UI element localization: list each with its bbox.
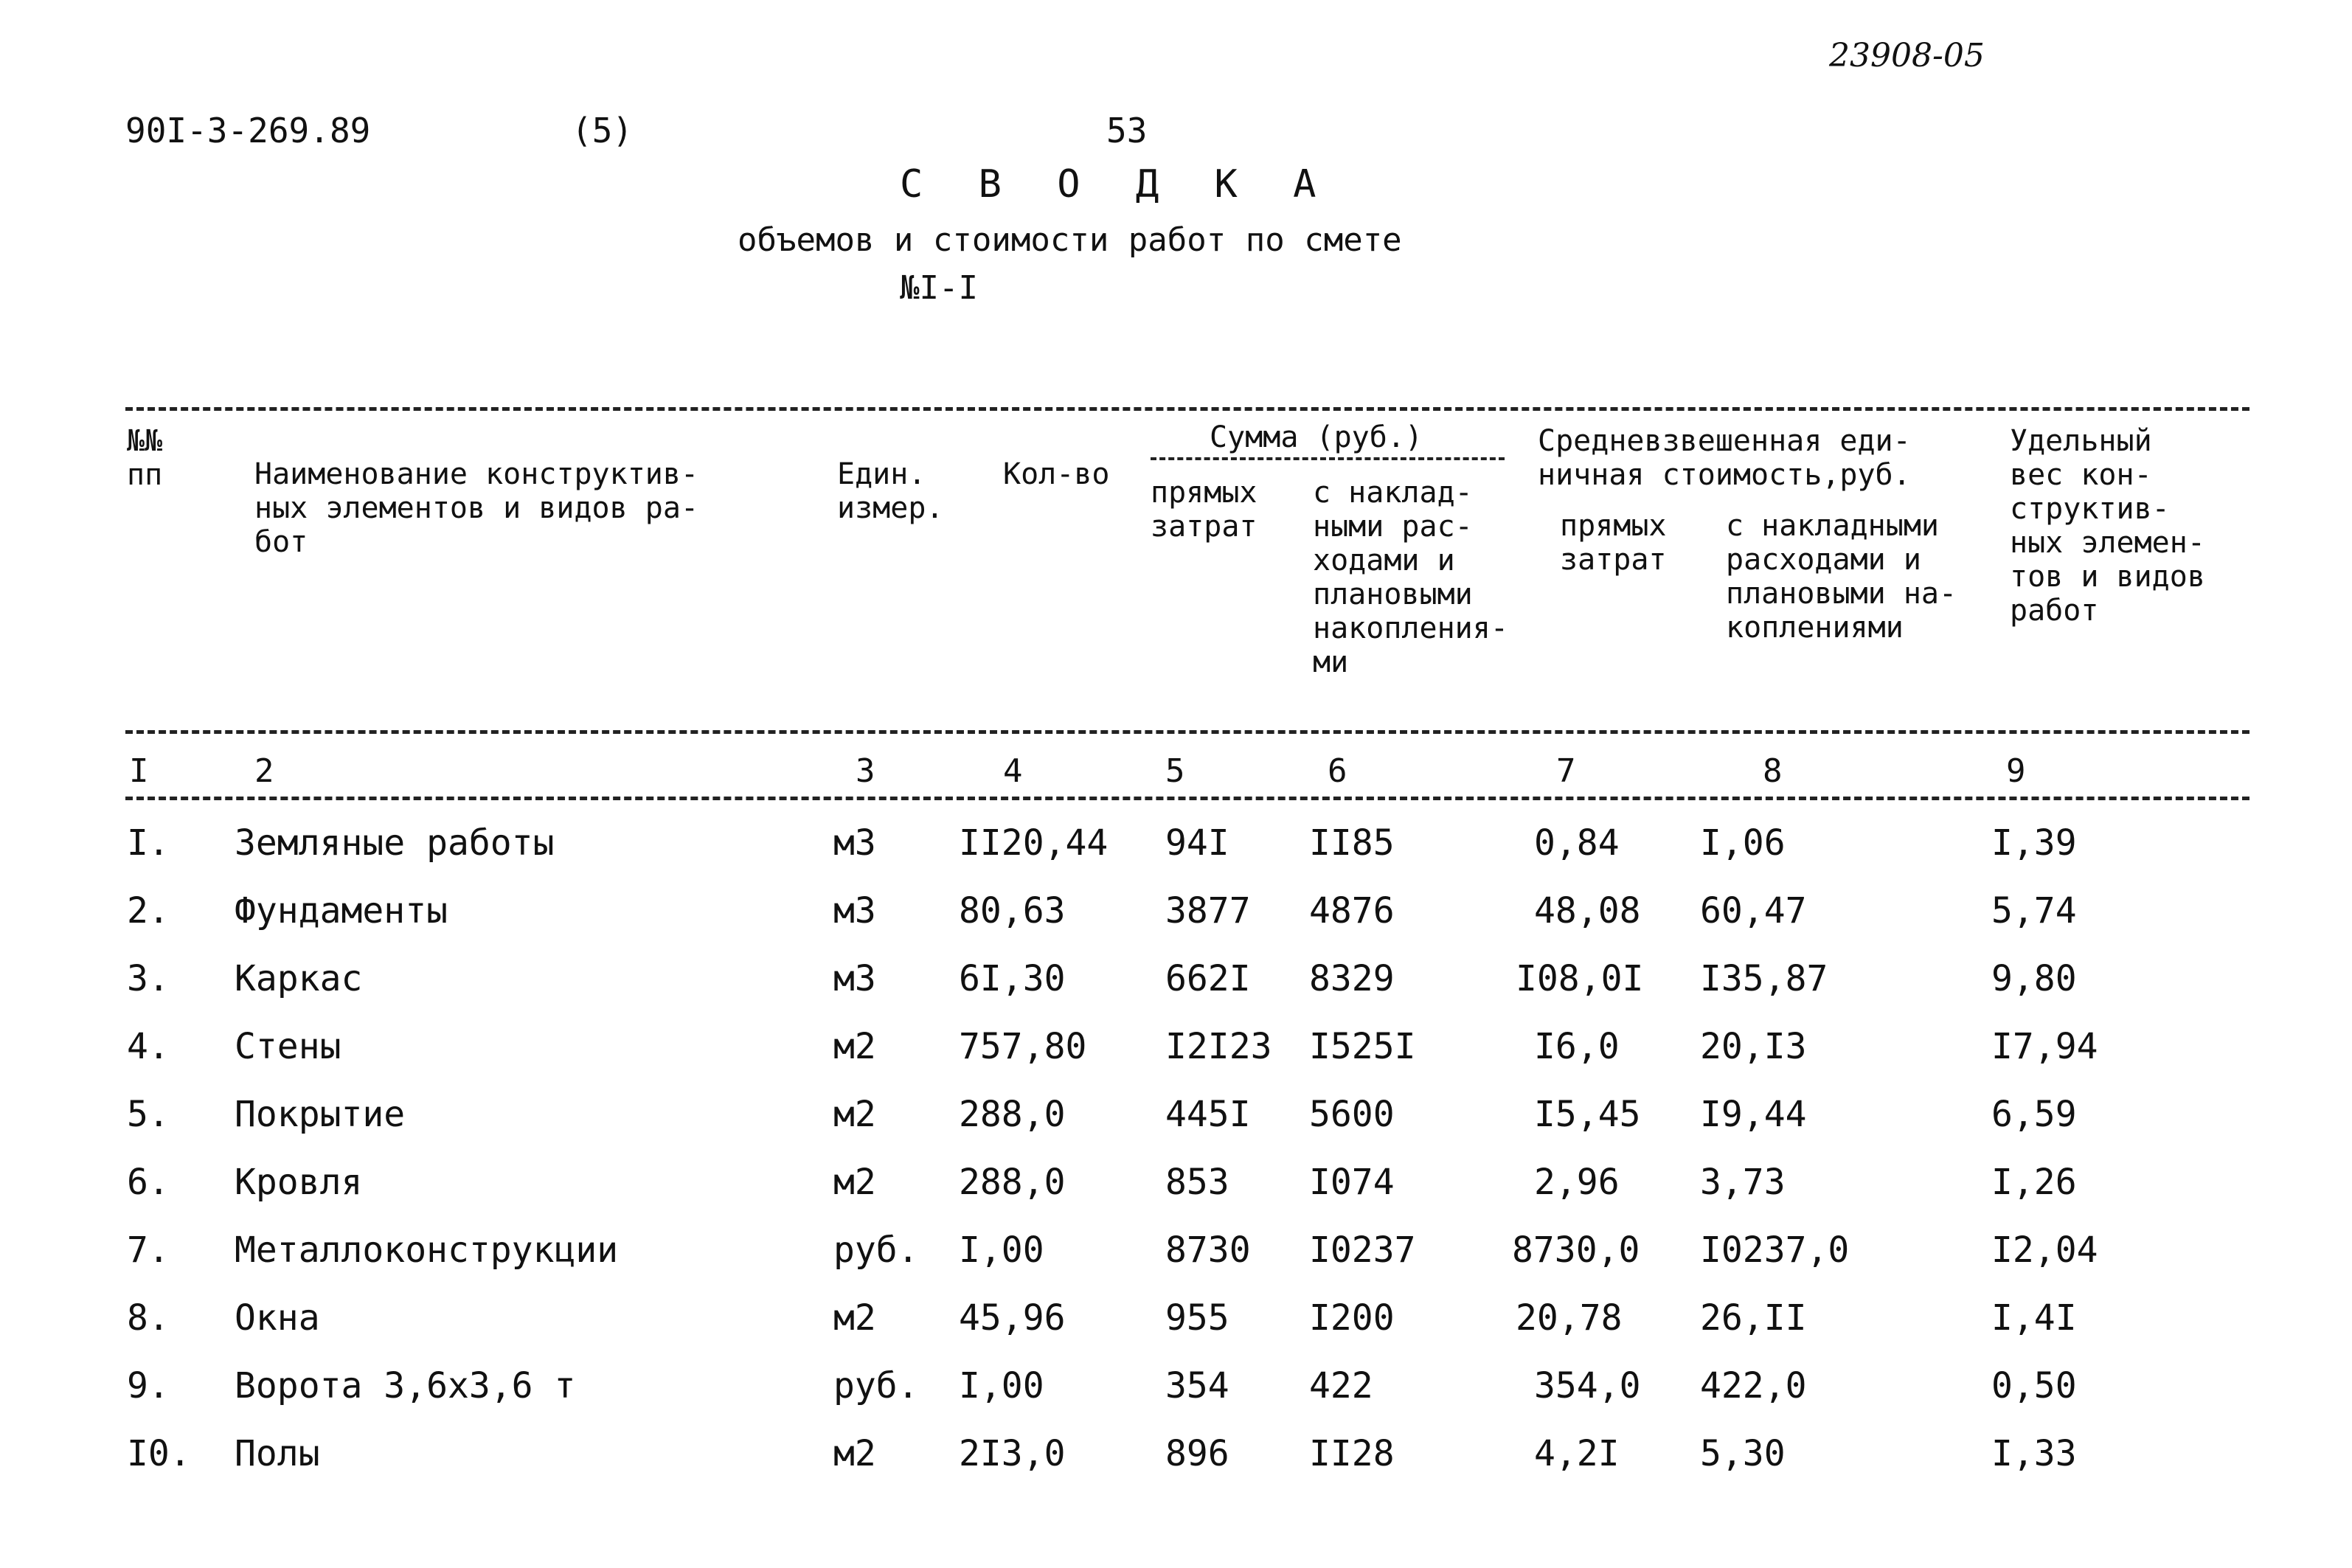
row-share: I2,04 — [1991, 1229, 2098, 1271]
row-unit: м2 — [833, 1162, 876, 1203]
row-direct-cost: 955 — [1165, 1297, 1229, 1339]
row-quantity: 288,0 — [959, 1162, 1066, 1203]
column-number: 8 — [1763, 752, 1783, 790]
table-row — [0, 1433, 2352, 1492]
table-row — [0, 1162, 2352, 1221]
row-name: Покрытие — [235, 1094, 406, 1135]
table-row — [0, 1094, 2352, 1153]
row-share: 5,74 — [1991, 890, 2077, 932]
column-number: 5 — [1165, 752, 1185, 790]
table-row — [0, 822, 2352, 881]
row-avg-direct: 20,78 — [1516, 1297, 1623, 1339]
row-number: 7. — [127, 1229, 170, 1271]
row-quantity: 80,63 — [959, 890, 1066, 932]
row-name: Фундаменты — [235, 890, 448, 932]
row-overhead-cost: 422 — [1309, 1365, 1373, 1406]
row-quantity: 2I3,0 — [959, 1433, 1066, 1474]
table-row — [0, 1297, 2352, 1356]
row-number: I. — [127, 822, 170, 864]
row-name: Кровля — [235, 1162, 363, 1203]
row-unit: м2 — [833, 1297, 876, 1339]
row-avg-direct: 8730,0 — [1512, 1229, 1640, 1271]
row-avg-overhead: 20,I3 — [1700, 1026, 1807, 1067]
row-avg-overhead: 3,73 — [1700, 1162, 1786, 1203]
row-avg-overhead: I35,87 — [1700, 958, 1828, 999]
row-avg-overhead: 422,0 — [1700, 1365, 1807, 1406]
row-unit: руб. — [833, 1229, 919, 1271]
row-number: 9. — [127, 1365, 170, 1406]
document-part: (5) — [572, 111, 634, 150]
row-direct-cost: 3877 — [1165, 890, 1251, 932]
row-share: I,33 — [1991, 1433, 2077, 1474]
estimate-number: №I-I — [900, 269, 978, 307]
row-unit: руб. — [833, 1365, 919, 1406]
row-unit: м2 — [833, 1026, 876, 1067]
row-direct-cost: 662I — [1165, 958, 1251, 999]
header-col-number: №№ пп — [127, 424, 163, 492]
row-share: 9,80 — [1991, 958, 2077, 999]
row-unit: м2 — [833, 1433, 876, 1474]
row-unit: м3 — [833, 890, 876, 932]
row-direct-cost: I2I23 — [1165, 1026, 1272, 1067]
table-header-rule — [125, 730, 2249, 734]
row-direct-cost: 8730 — [1165, 1229, 1251, 1271]
row-overhead-cost: II85 — [1309, 822, 1395, 864]
row-overhead-cost: 5600 — [1309, 1094, 1395, 1135]
row-direct-cost: 853 — [1165, 1162, 1229, 1203]
row-quantity: II20,44 — [959, 822, 1109, 864]
row-name: Полы — [235, 1433, 320, 1474]
row-avg-direct: I6,0 — [1534, 1026, 1620, 1067]
document-code: 90I-3-269.89 — [125, 111, 371, 150]
header-col-share: Удельный вес кон- структив- ных элемен- тов и видов работ — [2010, 424, 2205, 628]
row-share: 6,59 — [1991, 1094, 2077, 1135]
row-direct-cost: 896 — [1165, 1433, 1229, 1474]
header-group-average: Средневзвешенная еди- ничная стоимость,руб. — [1538, 424, 1911, 492]
row-name: Металлоконструкции — [235, 1229, 619, 1271]
row-name: Окна — [235, 1297, 320, 1339]
column-number: 6 — [1328, 752, 1347, 790]
row-direct-cost: 94I — [1165, 822, 1229, 864]
row-overhead-cost: 4876 — [1309, 890, 1395, 932]
row-number: I0. — [127, 1433, 191, 1474]
column-number: 9 — [2006, 752, 2026, 790]
row-avg-overhead: I,06 — [1700, 822, 1786, 864]
row-overhead-cost: I0237 — [1309, 1229, 1416, 1271]
row-quantity: 757,80 — [959, 1026, 1087, 1067]
row-name: Ворота 3,6х3,6 т — [235, 1365, 576, 1406]
page-subtitle: объемов и стоимости работ по смете — [738, 221, 1402, 259]
row-direct-cost: 445I — [1165, 1094, 1251, 1135]
row-number: 4. — [127, 1026, 170, 1067]
table-column-numbers-rule — [125, 797, 2249, 800]
column-number: 2 — [254, 752, 274, 790]
row-share: I,26 — [1991, 1162, 2077, 1203]
row-share: I,4I — [1991, 1297, 2077, 1339]
table-row — [0, 1229, 2352, 1288]
row-overhead-cost: I525I — [1309, 1026, 1416, 1067]
row-avg-direct: 48,08 — [1534, 890, 1641, 932]
row-quantity: 45,96 — [959, 1297, 1066, 1339]
row-avg-direct: 4,2I — [1534, 1433, 1620, 1474]
row-quantity: 6I,30 — [959, 958, 1066, 999]
row-name: Стены — [235, 1026, 341, 1067]
row-number: 5. — [127, 1094, 170, 1135]
row-share: I,39 — [1991, 822, 2077, 864]
header-col-direct: прямых затрат — [1151, 476, 1257, 544]
column-number: 7 — [1556, 752, 1576, 790]
table-row — [0, 1365, 2352, 1424]
row-avg-direct: 0,84 — [1534, 822, 1620, 864]
row-unit: м3 — [833, 958, 876, 999]
row-avg-direct: I08,0I — [1516, 958, 1644, 999]
row-share: I7,94 — [1991, 1026, 2098, 1067]
row-avg-overhead: I9,44 — [1700, 1094, 1807, 1135]
row-overhead-cost: 8329 — [1309, 958, 1395, 999]
row-avg-overhead: 26,II — [1700, 1297, 1807, 1339]
row-share: 0,50 — [1991, 1365, 2077, 1406]
row-avg-direct: I5,45 — [1534, 1094, 1641, 1135]
column-number: 4 — [1003, 752, 1023, 790]
page-title: С В О Д К А — [900, 162, 1333, 207]
header-col-avg-overhead: с накладными расходами и плановыми на- коплениями — [1726, 509, 1957, 645]
column-number: 3 — [856, 752, 875, 790]
row-quantity: I,00 — [959, 1229, 1044, 1271]
table-row — [0, 890, 2352, 949]
row-number: 2. — [127, 890, 170, 932]
header-sum-rule — [1151, 457, 1505, 460]
row-avg-overhead: 60,47 — [1700, 890, 1807, 932]
table-row — [0, 958, 2352, 1017]
column-number: I — [129, 752, 149, 790]
row-overhead-cost: I074 — [1309, 1162, 1395, 1203]
header-col-unit: Един. измер. — [837, 457, 944, 525]
header-col-quantity: Кол-во — [1003, 457, 1110, 491]
row-quantity: 288,0 — [959, 1094, 1066, 1135]
table-top-rule — [125, 407, 2249, 411]
handwritten-note: 23908-05 — [1829, 37, 1985, 74]
header-group-sum: Сумма (руб.) — [1210, 420, 1423, 454]
row-direct-cost: 354 — [1165, 1365, 1229, 1406]
row-unit: м3 — [833, 822, 876, 864]
header-col-name: Наименование конструктив- ных элементов и видов ра- бот — [254, 457, 699, 559]
row-quantity: I,00 — [959, 1365, 1044, 1406]
row-overhead-cost: II28 — [1309, 1433, 1395, 1474]
row-overhead-cost: I200 — [1309, 1297, 1395, 1339]
row-number: 3. — [127, 958, 170, 999]
row-avg-direct: 2,96 — [1534, 1162, 1620, 1203]
row-number: 8. — [127, 1297, 170, 1339]
page-number: 53 — [1106, 111, 1148, 150]
row-name: Каркас — [235, 958, 363, 999]
row-avg-direct: 354,0 — [1534, 1365, 1641, 1406]
table-row — [0, 1026, 2352, 1085]
row-number: 6. — [127, 1162, 170, 1203]
row-unit: м2 — [833, 1094, 876, 1135]
header-col-overhead: с наклад- ными рас- ходами и плановыми накопления- ми — [1313, 476, 1508, 679]
row-name: Земляные работы — [235, 822, 555, 864]
row-avg-overhead: 5,30 — [1700, 1433, 1786, 1474]
header-col-avg-direct: прямых затрат — [1560, 509, 1667, 577]
row-avg-overhead: I0237,0 — [1700, 1229, 1850, 1271]
